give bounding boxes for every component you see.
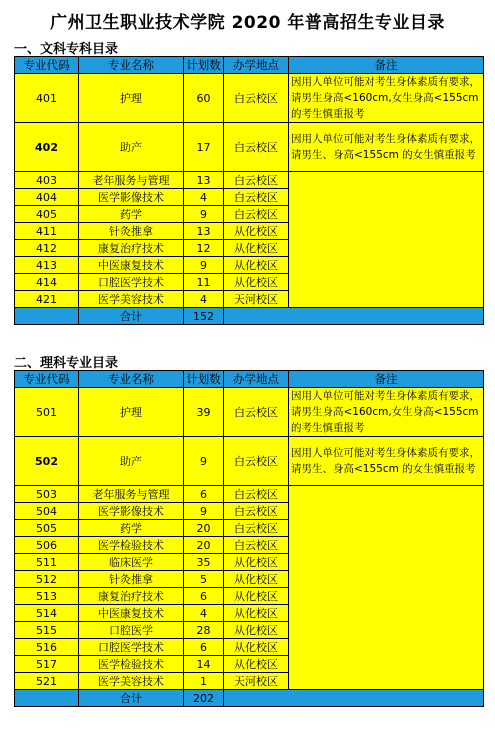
row-plan: 4 — [184, 605, 224, 622]
row-name: 助产 — [79, 123, 184, 172]
row-code: 512 — [15, 571, 79, 588]
row-code: 502 — [15, 437, 79, 486]
row-plan: 4 — [184, 291, 224, 308]
row-note-empty — [289, 172, 484, 308]
table-header-row — [15, 57, 484, 74]
header-plan: 计划数 — [184, 371, 224, 388]
header-campus: 办学地点 — [224, 371, 289, 388]
row-campus: 白云校区 — [224, 486, 289, 503]
row-name: 康复治疗技术 — [79, 588, 184, 605]
row-name: 中医康复技术 — [79, 257, 184, 274]
row-plan: 17 — [184, 123, 224, 172]
row-plan: 9 — [184, 503, 224, 520]
header-name: 专业名称 — [79, 371, 184, 388]
row-campus: 天河校区 — [224, 673, 289, 690]
document-title: 广州卫生职业技术学院 2020 年普高招生专业目录 — [50, 13, 445, 33]
row-code: 405 — [15, 206, 79, 223]
row-name: 医学影像技术 — [79, 503, 184, 520]
row-code: 413 — [15, 257, 79, 274]
row-campus: 天河校区 — [224, 291, 289, 308]
table-header-row — [15, 371, 484, 388]
row-code: 501 — [15, 388, 79, 437]
header-note: 备注 — [289, 371, 484, 388]
section-title-science: 二、理科专业目录 — [14, 356, 119, 371]
row-code: 503 — [15, 486, 79, 503]
total-row — [15, 308, 484, 325]
header-code: 专业代码 — [15, 57, 79, 74]
table-row — [15, 172, 484, 189]
row-campus: 从化校区 — [224, 588, 289, 605]
row-name: 药学 — [79, 206, 184, 223]
row-name: 临床医学 — [79, 554, 184, 571]
row-note-empty — [289, 486, 484, 690]
row-plan: 5 — [184, 571, 224, 588]
row-campus: 从化校区 — [224, 257, 289, 274]
row-code: 412 — [15, 240, 79, 257]
row-code: 506 — [15, 537, 79, 554]
row-plan: 9 — [184, 257, 224, 274]
table-row — [15, 123, 484, 172]
row-name: 老年服务与管理 — [79, 172, 184, 189]
table-row — [15, 388, 484, 437]
row-name: 医学美容技术 — [79, 673, 184, 690]
total-blank-right — [224, 308, 484, 325]
row-code: 421 — [15, 291, 79, 308]
row-plan: 28 — [184, 622, 224, 639]
row-plan: 20 — [184, 537, 224, 554]
row-name: 护理 — [79, 388, 184, 437]
header-plan: 计划数 — [184, 57, 224, 74]
row-name: 医学影像技术 — [79, 189, 184, 206]
header-campus: 办学地点 — [224, 57, 289, 74]
row-code: 404 — [15, 189, 79, 206]
row-campus: 白云校区 — [224, 537, 289, 554]
row-name: 医学检验技术 — [79, 656, 184, 673]
row-code: 517 — [15, 656, 79, 673]
row-note: 因用人单位可能对考生身体素质有要求，请男生、身高<155cm 的女生慎重报考 — [289, 123, 484, 172]
row-plan: 6 — [184, 639, 224, 656]
table-row — [15, 486, 484, 503]
row-name: 药学 — [79, 520, 184, 537]
total-row — [15, 690, 484, 707]
row-campus: 白云校区 — [224, 206, 289, 223]
row-campus: 从化校区 — [224, 656, 289, 673]
row-campus: 白云校区 — [224, 503, 289, 520]
row-name: 口腔医学 — [79, 622, 184, 639]
row-note: 因用人单位可能对考生身体素质有要求，请男生身高<160cm,女生身高<155cm 的考生慎重报考 — [289, 74, 484, 123]
section-title-arts: 一、文科专科目录 — [14, 42, 119, 57]
row-campus: 从化校区 — [224, 605, 289, 622]
row-campus: 从化校区 — [224, 240, 289, 257]
header-name: 专业名称 — [79, 57, 184, 74]
row-name: 中医康复技术 — [79, 605, 184, 622]
total-label: 合计 — [79, 308, 184, 325]
row-code: 401 — [15, 74, 79, 123]
row-code: 403 — [15, 172, 79, 189]
row-campus: 白云校区 — [224, 74, 289, 123]
row-campus: 从化校区 — [224, 274, 289, 291]
row-campus: 白云校区 — [224, 388, 289, 437]
row-name: 口腔医学技术 — [79, 274, 184, 291]
row-plan: 14 — [184, 656, 224, 673]
row-plan: 39 — [184, 388, 224, 437]
row-plan: 20 — [184, 520, 224, 537]
row-code: 513 — [15, 588, 79, 605]
row-plan: 11 — [184, 274, 224, 291]
row-code: 505 — [15, 520, 79, 537]
row-code: 411 — [15, 223, 79, 240]
row-plan: 12 — [184, 240, 224, 257]
row-campus: 白云校区 — [224, 520, 289, 537]
table-row — [15, 437, 484, 486]
total-label: 合计 — [79, 690, 184, 707]
row-plan: 13 — [184, 172, 224, 189]
row-campus: 白云校区 — [224, 189, 289, 206]
row-name: 助产 — [79, 437, 184, 486]
arts-table — [14, 56, 484, 325]
row-plan: 1 — [184, 673, 224, 690]
row-plan: 6 — [184, 588, 224, 605]
row-code: 514 — [15, 605, 79, 622]
row-plan: 60 — [184, 74, 224, 123]
total-value: 202 — [184, 690, 224, 707]
science-table — [14, 370, 484, 707]
total-value: 152 — [184, 308, 224, 325]
row-code: 402 — [15, 123, 79, 172]
total-blank-right — [224, 690, 484, 707]
row-code: 515 — [15, 622, 79, 639]
row-campus: 从化校区 — [224, 639, 289, 656]
row-name: 针灸推拿 — [79, 571, 184, 588]
row-plan: 9 — [184, 437, 224, 486]
table-row — [15, 74, 484, 123]
row-campus: 从化校区 — [224, 571, 289, 588]
total-blank — [15, 690, 79, 707]
header-code: 专业代码 — [15, 371, 79, 388]
row-code: 511 — [15, 554, 79, 571]
total-blank — [15, 308, 79, 325]
row-campus: 白云校区 — [224, 123, 289, 172]
row-name: 口腔医学技术 — [79, 639, 184, 656]
row-note: 因用人单位可能对考生身体素质有要求，请男生身高<160cm,女生身高<155cm 的考生慎重报考 — [289, 388, 484, 437]
row-plan: 9 — [184, 206, 224, 223]
row-campus: 从化校区 — [224, 223, 289, 240]
row-name: 老年服务与管理 — [79, 486, 184, 503]
row-code: 516 — [15, 639, 79, 656]
row-campus: 从化校区 — [224, 622, 289, 639]
row-campus: 白云校区 — [224, 437, 289, 486]
row-code: 521 — [15, 673, 79, 690]
row-plan: 4 — [184, 189, 224, 206]
header-note: 备注 — [289, 57, 484, 74]
row-name: 康复治疗技术 — [79, 240, 184, 257]
row-code: 504 — [15, 503, 79, 520]
row-plan: 13 — [184, 223, 224, 240]
row-name: 医学检验技术 — [79, 537, 184, 554]
row-campus: 从化校区 — [224, 554, 289, 571]
row-code: 414 — [15, 274, 79, 291]
row-name: 医学美容技术 — [79, 291, 184, 308]
row-campus: 白云校区 — [224, 172, 289, 189]
row-plan: 6 — [184, 486, 224, 503]
row-name: 护理 — [79, 74, 184, 123]
row-name: 针灸推拿 — [79, 223, 184, 240]
row-plan: 35 — [184, 554, 224, 571]
row-note: 因用人单位可能对考生身体素质有要求，请男生、身高<155cm 的女生慎重报考 — [289, 437, 484, 486]
